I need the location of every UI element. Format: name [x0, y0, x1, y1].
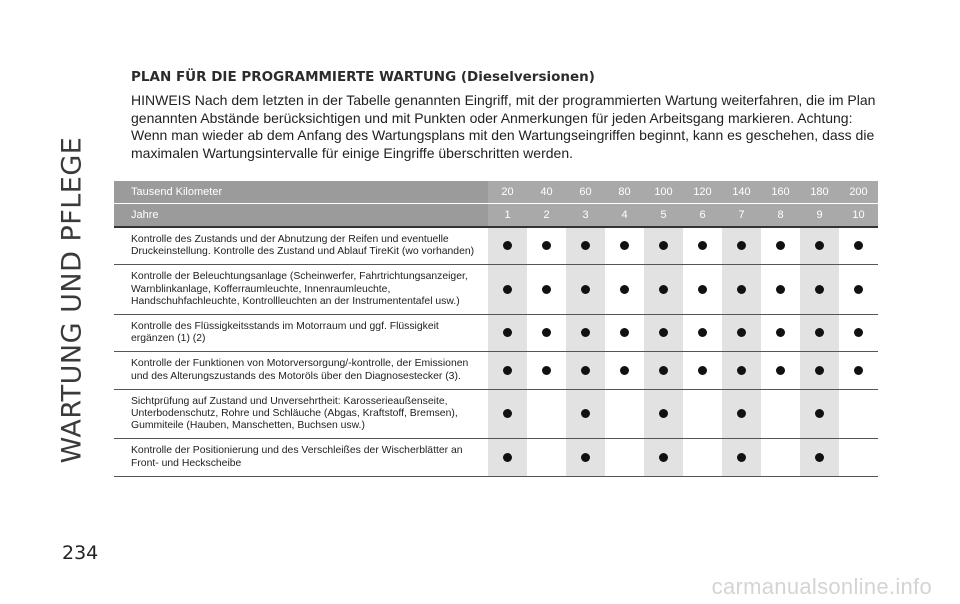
schedule-cell	[683, 265, 722, 315]
schedule-cell	[839, 315, 878, 352]
schedule-cell	[800, 439, 839, 476]
scheduled-dot-icon	[503, 285, 512, 294]
km-value-6: 120	[683, 181, 722, 204]
schedule-cell	[527, 439, 566, 476]
schedule-cell	[488, 439, 527, 476]
schedule-cell	[488, 389, 527, 439]
scheduled-dot-icon	[581, 453, 590, 462]
scheduled-dot-icon	[698, 366, 707, 375]
year-value-3: 3	[566, 204, 605, 228]
table-row	[114, 265, 878, 315]
table-row	[114, 389, 878, 439]
schedule-cell	[566, 439, 605, 476]
schedule-cell	[566, 389, 605, 439]
scheduled-dot-icon	[776, 366, 785, 375]
schedule-cell	[605, 352, 644, 389]
scheduled-dot-icon	[659, 453, 668, 462]
scheduled-dot-icon	[581, 285, 590, 294]
schedule-cell	[722, 352, 761, 389]
row-description: Kontrolle der Funktionen von Motorversorgung/-kontrolle, der Emissionen und des Alterungszustands des Motoröls über den Diagnosestecker (3).	[114, 352, 488, 389]
scheduled-dot-icon	[737, 328, 746, 337]
schedule-cell	[761, 265, 800, 315]
scheduled-dot-icon	[815, 241, 824, 250]
scheduled-dot-icon	[737, 241, 746, 250]
page-number: 234	[62, 542, 99, 564]
km-value-9: 180	[800, 181, 839, 204]
schedule-cell	[644, 227, 683, 265]
km-value-5: 100	[644, 181, 683, 204]
year-value-10: 10	[839, 204, 878, 228]
scheduled-dot-icon	[737, 453, 746, 462]
year-value-1: 1	[488, 204, 527, 228]
scheduled-dot-icon	[815, 328, 824, 337]
scheduled-dot-icon	[737, 366, 746, 375]
scheduled-dot-icon	[815, 409, 824, 418]
schedule-cell	[683, 227, 722, 265]
schedule-cell	[566, 352, 605, 389]
scheduled-dot-icon	[659, 328, 668, 337]
schedule-cell	[488, 315, 527, 352]
table-row	[114, 439, 878, 476]
schedule-cell	[644, 389, 683, 439]
scheduled-dot-icon	[659, 409, 668, 418]
schedule-cell	[644, 315, 683, 352]
scheduled-dot-icon	[659, 285, 668, 294]
scheduled-dot-icon	[542, 285, 551, 294]
scheduled-dot-icon	[854, 366, 863, 375]
year-value-9: 9	[800, 204, 839, 228]
scheduled-dot-icon	[620, 328, 629, 337]
row-description: Sichtprüfung auf Zustand und Unversehrtheit: Karosserieaußenseite, Unterbodenschutz, Rohre und Schläuche (Abgas, Kraftstoff, Bremsen), Gummiteile (Hauben, Manschetten, Buchsen usw.)	[114, 389, 488, 439]
year-value-5: 5	[644, 204, 683, 228]
km-value-4: 80	[605, 181, 644, 204]
km-value-1: 20	[488, 181, 527, 204]
year-value-8: 8	[761, 204, 800, 228]
schedule-cell	[644, 439, 683, 476]
schedule-cell	[839, 352, 878, 389]
schedule-cell	[644, 265, 683, 315]
year-value-2: 2	[527, 204, 566, 228]
scheduled-dot-icon	[503, 241, 512, 250]
km-value-3: 60	[566, 181, 605, 204]
scheduled-dot-icon	[503, 366, 512, 375]
section-side-title-text: WARTUNG UND PFLEGE	[56, 136, 88, 464]
schedule-cell	[605, 315, 644, 352]
year-value-6: 6	[683, 204, 722, 228]
note-paragraph: HINWEIS Nach dem letzten in der Tabelle genannten Eingriff, mit der programmierten Wartung weiterfahren, die im Plan genannten Abstände berücksichtigen und mit Punkten oder Anmerkungen für jeden Arbeitsgang markieren. Achtung: Wenn man wieder ab dem Anfang des Wartungsplans mit den Wartungseingriffen beginnt, kann es geschehen, dass die maximalen Wartungsintervalle für einige Eingriffe überschritten werden.	[131, 92, 876, 161]
schedule-cell	[839, 227, 878, 265]
scheduled-dot-icon	[503, 328, 512, 337]
page-heading: PLAN FÜR DIE PROGRAMMIERTE WARTUNG (Dieselversionen)	[131, 69, 595, 85]
scheduled-dot-icon	[737, 285, 746, 294]
schedule-cell	[488, 352, 527, 389]
schedule-cell	[800, 265, 839, 315]
scheduled-dot-icon	[659, 366, 668, 375]
schedule-cell	[527, 352, 566, 389]
schedule-cell	[605, 389, 644, 439]
scheduled-dot-icon	[620, 241, 629, 250]
schedule-cell	[839, 439, 878, 476]
table-row	[114, 352, 878, 389]
scheduled-dot-icon	[815, 366, 824, 375]
km-value-7: 140	[722, 181, 761, 204]
table-row	[114, 227, 878, 265]
year-value-7: 7	[722, 204, 761, 228]
schedule-cell	[722, 265, 761, 315]
schedule-cell	[527, 227, 566, 265]
scheduled-dot-icon	[581, 409, 590, 418]
schedule-cell	[761, 352, 800, 389]
table-row	[114, 315, 878, 352]
schedule-cell	[800, 389, 839, 439]
schedule-cell	[605, 265, 644, 315]
table-header-kilometers	[114, 181, 878, 204]
table-header-years	[114, 204, 878, 228]
row-description: Kontrolle des Flüssigkeitsstands im Motorraum und ggf. Flüssigkeit ergänzen (1) (2)	[114, 315, 488, 352]
scheduled-dot-icon	[581, 241, 590, 250]
scheduled-dot-icon	[698, 241, 707, 250]
scheduled-dot-icon	[659, 241, 668, 250]
schedule-cell	[566, 315, 605, 352]
schedule-cell	[488, 227, 527, 265]
scheduled-dot-icon	[854, 285, 863, 294]
maintenance-schedule-table	[114, 181, 878, 477]
km-value-8: 160	[761, 181, 800, 204]
scheduled-dot-icon	[776, 285, 785, 294]
scheduled-dot-icon	[698, 328, 707, 337]
scheduled-dot-icon	[542, 328, 551, 337]
schedule-cell	[722, 227, 761, 265]
year-value-4: 4	[605, 204, 644, 228]
schedule-cell	[605, 227, 644, 265]
scheduled-dot-icon	[620, 366, 629, 375]
schedule-cell	[722, 439, 761, 476]
km-value-2: 40	[527, 181, 566, 204]
schedule-cell	[683, 315, 722, 352]
schedule-cell	[800, 315, 839, 352]
scheduled-dot-icon	[542, 366, 551, 375]
scheduled-dot-icon	[776, 241, 785, 250]
schedule-cell	[761, 439, 800, 476]
schedule-cell	[761, 389, 800, 439]
schedule-cell	[488, 265, 527, 315]
kilometers-header-label: Tausend Kilometer	[114, 181, 488, 204]
schedule-cell	[800, 227, 839, 265]
schedule-cell	[839, 389, 878, 439]
scheduled-dot-icon	[854, 241, 863, 250]
schedule-cell	[566, 265, 605, 315]
scheduled-dot-icon	[620, 285, 629, 294]
scheduled-dot-icon	[581, 328, 590, 337]
row-description: Kontrolle der Positionierung und des Verschleißes der Wischerblätter an Front- und Heckscheibe	[114, 439, 488, 476]
scheduled-dot-icon	[503, 453, 512, 462]
scheduled-dot-icon	[542, 241, 551, 250]
scheduled-dot-icon	[698, 285, 707, 294]
schedule-cell	[683, 352, 722, 389]
schedule-cell	[527, 265, 566, 315]
scheduled-dot-icon	[737, 409, 746, 418]
schedule-cell	[839, 265, 878, 315]
schedule-cell	[683, 389, 722, 439]
schedule-cell	[722, 389, 761, 439]
schedule-cell	[527, 389, 566, 439]
schedule-cell	[800, 352, 839, 389]
scheduled-dot-icon	[503, 409, 512, 418]
scheduled-dot-icon	[815, 453, 824, 462]
row-description: Kontrolle des Zustands und der Abnutzung der Reifen und eventuelle Druckeinstellung. Kontrolle des Zustand und Ablauf TireKit (wo vorhanden)	[114, 227, 488, 265]
scheduled-dot-icon	[776, 328, 785, 337]
scheduled-dot-icon	[581, 366, 590, 375]
schedule-cell	[566, 227, 605, 265]
scheduled-dot-icon	[854, 328, 863, 337]
schedule-cell	[722, 315, 761, 352]
scheduled-dot-icon	[815, 285, 824, 294]
schedule-cell	[761, 315, 800, 352]
row-description: Kontrolle der Beleuchtungsanlage (Scheinwerfer, Fahrtrichtungsanzeiger, Warnblinkanlage, Kofferraumleuchte, Innenraumleuchte, Handschuhfachleuchte, Kontrollleuchten an der Instrumententafel usw.)	[114, 265, 488, 315]
schedule-cell	[683, 439, 722, 476]
watermark: carmanualsonline.info	[711, 574, 932, 599]
schedule-cell	[605, 439, 644, 476]
schedule-cell	[761, 227, 800, 265]
schedule-cell	[527, 315, 566, 352]
schedule-cell	[644, 352, 683, 389]
km-value-10: 200	[839, 181, 878, 204]
years-header-label: Jahre	[114, 204, 488, 228]
